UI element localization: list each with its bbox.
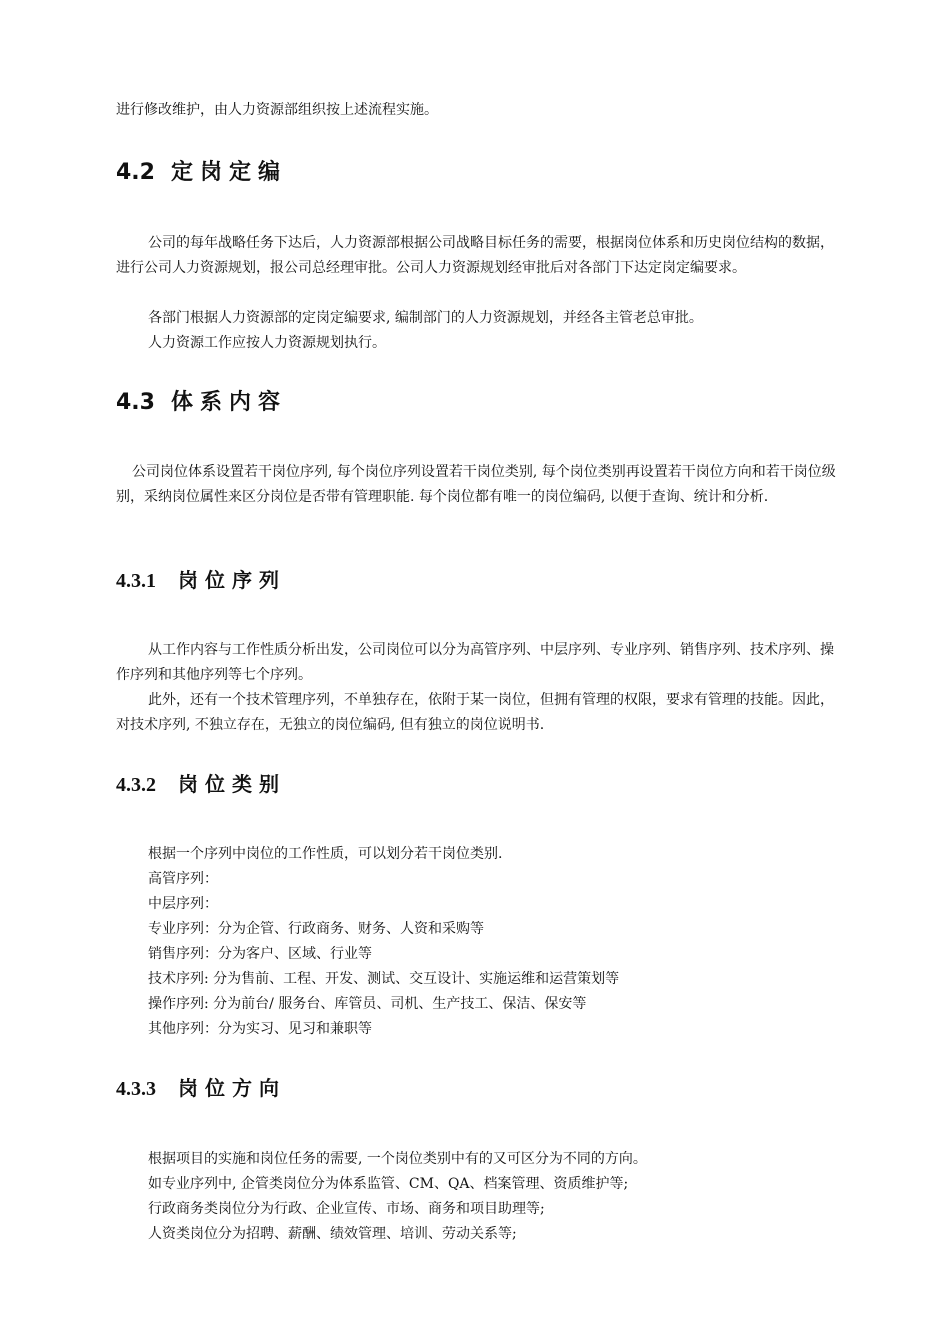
paragraph: 公司的每年战略任务下达后，人力资源部根据公司战略目标任务的需要，根据岗位体系和历史岗位结构的数据，进行公司人力资源规划，报公司总经理审批。公司人力资源规划经审批后对各部门下达定岗定编要求。 bbox=[116, 235, 834, 276]
list-line: 如专业序列中, 企管类岗位分为体系监管、CM、QA、档案管理、资质维护等; bbox=[148, 1176, 629, 1192]
section-title: 定岗定编 bbox=[170, 160, 287, 185]
list-line: 行政商务类岗位分为行政、企业宣传、市场、商务和项目助理等; bbox=[148, 1201, 545, 1217]
section-title: 岗位序列 bbox=[178, 568, 286, 592]
section-heading-4-3-1 bbox=[116, 564, 286, 593]
list-line: 中层序列： bbox=[148, 896, 218, 912]
list-line: 专业序列：分为企管、行政商务、财务、人资和采购等 bbox=[148, 921, 484, 937]
section-title: 岗位方向 bbox=[178, 1076, 286, 1100]
list-line: 高管序列： bbox=[148, 871, 218, 887]
section-number: 4.3.2 bbox=[116, 774, 156, 796]
section-number: 4.3 bbox=[116, 390, 155, 415]
list-line: 技术序列: 分为售前、工程、开发、测试、交互设计、实施运维和运营策划等 bbox=[148, 971, 620, 987]
paragraph: 此外，还有一个技术管理序列，不单独存在，依附于某一岗位，但拥有管理的权限，要求有管理的技能。因此，对技术序列, 不独立存在，无独立的岗位编码, 但有独立的岗位说明书. bbox=[116, 692, 834, 733]
list-line: 销售序列：分为客户、区域、行业等 bbox=[148, 946, 372, 962]
list-line: 其他序列：分为实习、见习和兼职等 bbox=[148, 1021, 372, 1037]
section-heading-4-3-3 bbox=[116, 1072, 286, 1101]
list-line: 人资类岗位分为招聘、薪酬、绩效管理、培训、劳动关系等; bbox=[148, 1226, 517, 1242]
section-number: 4.3.3 bbox=[116, 1078, 156, 1100]
list-line: 操作序列: 分为前台/ 服务台、库管员、司机、生产技工、保洁、保安等 bbox=[148, 996, 587, 1012]
section-heading-4-3 bbox=[116, 385, 287, 416]
section-number: 4.2 bbox=[116, 160, 155, 185]
section-title: 体系内容 bbox=[170, 390, 287, 415]
paragraph: 公司岗位体系设置若干岗位序列, 每个岗位序列设置若干岗位类别, 每个岗位类别再设置若干岗位方向和若干岗位级别，采纳岗位属性来区分岗位是否带有管理职能. 每个岗位都有唯一的岗位编码, 以便于查询、统计和分析. bbox=[116, 464, 836, 505]
paragraph: 人力资源工作应按人力资源规划执行。 bbox=[148, 335, 386, 351]
section-heading-4-3-2 bbox=[116, 768, 286, 797]
section-title: 岗位类别 bbox=[178, 772, 286, 796]
list-line: 根据项目的实施和岗位任务的需要, 一个岗位类别中有的又可区分为不同的方向。 bbox=[148, 1151, 647, 1167]
paragraph: 从工作内容与工作性质分析出发，公司岗位可以分为高管序列、中层序列、专业序列、销售序列、技术序列、操作序列和其他序列等七个序列。 bbox=[116, 642, 834, 683]
section-number: 4.3.1 bbox=[116, 570, 156, 592]
list-line: 根据一个序列中岗位的工作性质，可以划分若干岗位类别. bbox=[148, 846, 503, 862]
intro-paragraph: 进行修改维护，由人力资源部组织按上述流程实施。 bbox=[116, 102, 438, 118]
paragraph: 各部门根据人力资源部的定岗定编要求, 编制部门的人力资源规划，并经各主管老总审批。 bbox=[148, 310, 703, 326]
section-heading-4-2 bbox=[116, 155, 287, 186]
